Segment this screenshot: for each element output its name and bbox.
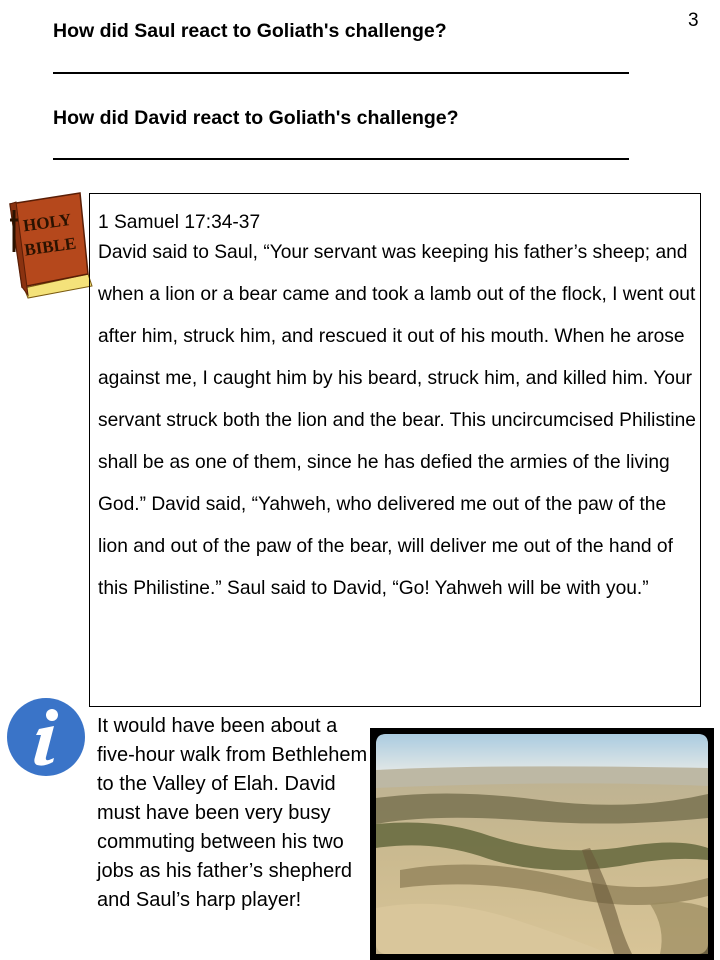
question-saul: How did Saul react to Goliath's challenge? — [53, 20, 447, 42]
question-david: How did David react to Goliath's challenge? — [53, 107, 459, 129]
info-icon — [6, 697, 86, 777]
scripture-reference: 1 Samuel 17:34-37 — [98, 212, 261, 233]
bible-icon-line1: HOLY — [21, 209, 73, 236]
answer-line-2[interactable] — [53, 158, 629, 160]
bible-icon-line2: BIBLE — [23, 233, 78, 260]
info-text: It would have been about a five-hour walk from Bethlehem to the Valley of Elah. David must have been very busy commuting between his two jobs as his father’s shepherd and Saul’s harp player! — [97, 715, 368, 911]
scripture-content — [98, 206, 696, 610]
scripture-passage: David said to Saul, “Your servant was keeping his father’s sheep; and when a lion or a bear came and took a lamb out of the flock, I went out after him, struck him, and rescued it out of his mouth. When he arose against me, I caught him by his beard, struck him, and killed him. Your servant struck both the lion and the bear. This uncircumcised Philistine shall be as one of them, since he has defied the armies of the living God.” David said, “Yahweh, who delivered me out of the paw of the lion and out of the paw of the bear, will deliver me out of the hand of this Philistine.” Saul said to David, “Go! Yahweh will be with you.” — [98, 242, 696, 599]
holy-bible-book-icon — [6, 190, 94, 302]
page-number: 3 — [688, 10, 699, 31]
answer-line-1[interactable] — [53, 72, 629, 74]
scripture-box — [89, 193, 701, 707]
valley-landscape-photo — [370, 728, 714, 960]
